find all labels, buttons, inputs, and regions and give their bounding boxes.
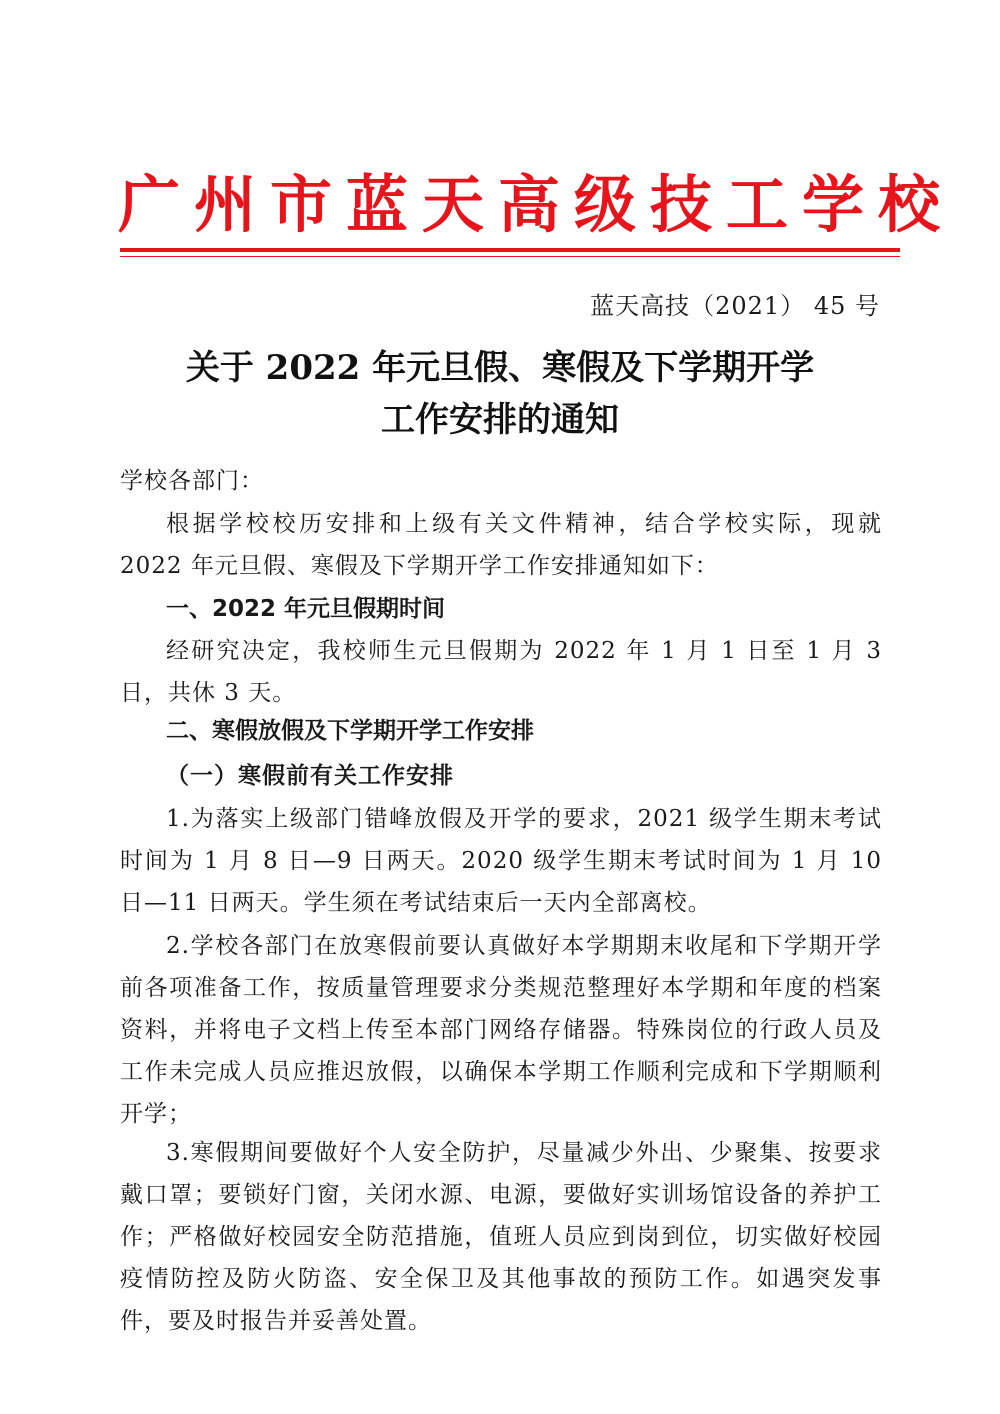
salutation: 学校各部门： bbox=[120, 468, 264, 494]
list-item: 2.学校各部门在放寒假前要认真做好本学期期末收尾和下学期开学前各项准备工作，按质量管理要求分类规范整理好本学期和年度的档案资料，并将电子文档上传至本部门网络存储器。特殊岗位的行政人员及工作未完成人员应推迟放假，以确保本学期工作顺利完成和下学期顺利开学； bbox=[120, 933, 882, 1127]
intro-paragraph: 根据学校校历安排和上级有关文件精神，结合学校实际，现就 2022 年元旦假、寒假及下学期开学工作安排通知如下： bbox=[120, 511, 882, 579]
document-number: 蓝天高技（2021） 45 号 bbox=[590, 292, 880, 320]
document-title-line-1: 关于 2022 年元旦假、寒假及下学期开学 bbox=[185, 348, 815, 388]
letterhead-red-rule-thin bbox=[120, 256, 900, 257]
list-item: 3.寒假期间要做好个人安全防护，尽量减少外出、少聚集、按要求戴口罩；要锁好门窗，关闭水源、电源，要做好实训场馆设备的养护工作；严格做好校园安全防范措施，值班人员应到岗到位，切实做好校园疫情防控及防火防盗、安全保卫及其他事故的预防工作。如遇突发事件，要及时报告并妥善处置。 bbox=[120, 1140, 882, 1334]
section-1-paragraph: 经研究决定，我校师生元旦假期为 2022 年 1 月 1 日至 1 月 3 日，共休 3 天。 bbox=[120, 638, 882, 706]
section-2-heading: 二、寒假放假及下学期开学工作安排 bbox=[166, 718, 534, 744]
letterhead-red-rule-thick bbox=[120, 248, 900, 252]
section-1-heading: 一、2022 年元旦假期时间 bbox=[166, 596, 446, 622]
section-2-subheading: （一）寒假前有关工作安排 bbox=[166, 762, 454, 789]
organization-letterhead-title: 广州市蓝天高级技工学校 bbox=[118, 168, 955, 241]
document-title-line-2: 工作安排的通知 bbox=[381, 400, 619, 440]
list-item: 1.为落实上级部门错峰放假及开学的要求，2021 级学生期末考试时间为 1 月 8 日—9 日两天。2020 级学生期末考试时间为 1 月 10 日—11 日两天。学生须在考试结束后一天内全部离校。 bbox=[120, 806, 882, 916]
